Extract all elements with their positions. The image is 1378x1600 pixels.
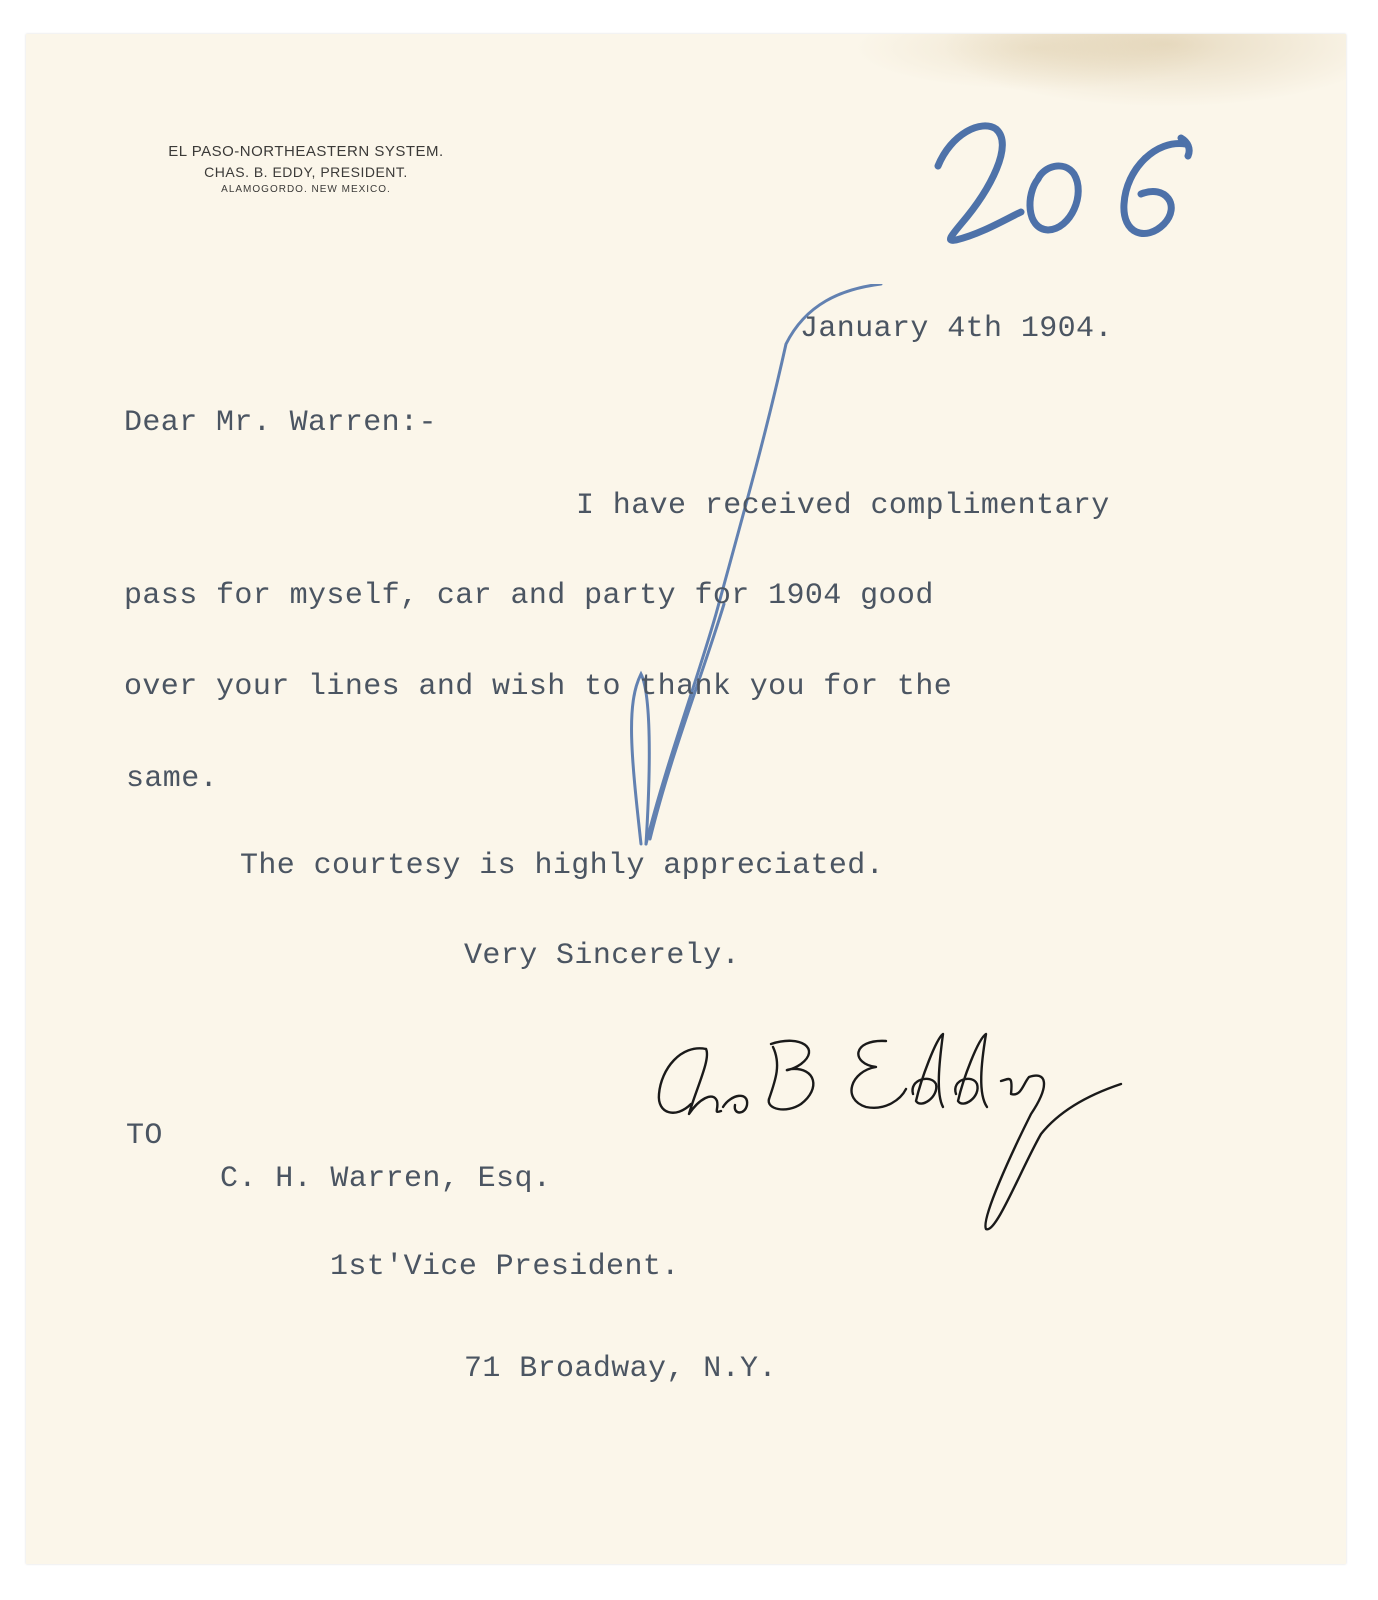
recipient-address: 71 Broadway, N.Y. xyxy=(464,1352,777,1386)
body-line: over your lines and wish to thank you for the xyxy=(124,670,953,704)
to-label: TO xyxy=(126,1119,163,1153)
letterhead xyxy=(131,141,481,198)
letterhead-president: CHAS. B. EDDY, PRESIDENT. xyxy=(204,164,408,180)
body-line: pass for myself, car and party for 1904 good xyxy=(124,579,934,613)
letterhead-location: ALAMOGORDO. NEW MEXICO. xyxy=(221,184,391,195)
pencil-number-annotation xyxy=(926,94,1216,264)
letterhead-company: EL PASO-NORTHEASTERN SYSTEM. xyxy=(168,143,444,160)
closing: Very Sincerely. xyxy=(464,939,741,973)
recipient-title: 1st'Vice President. xyxy=(330,1250,680,1284)
recipient-name: C. H. Warren, Esq. xyxy=(220,1162,552,1196)
letter-date: January 4th 1904. xyxy=(800,312,1113,346)
body-line: I have received complimentary xyxy=(576,489,1110,523)
body-line: same. xyxy=(126,762,219,796)
letter-page xyxy=(26,34,1346,1564)
salutation: Dear Mr. Warren:- xyxy=(124,406,437,440)
body-line: The courtesy is highly appreciated. xyxy=(240,849,885,883)
signature xyxy=(651,1019,1211,1259)
